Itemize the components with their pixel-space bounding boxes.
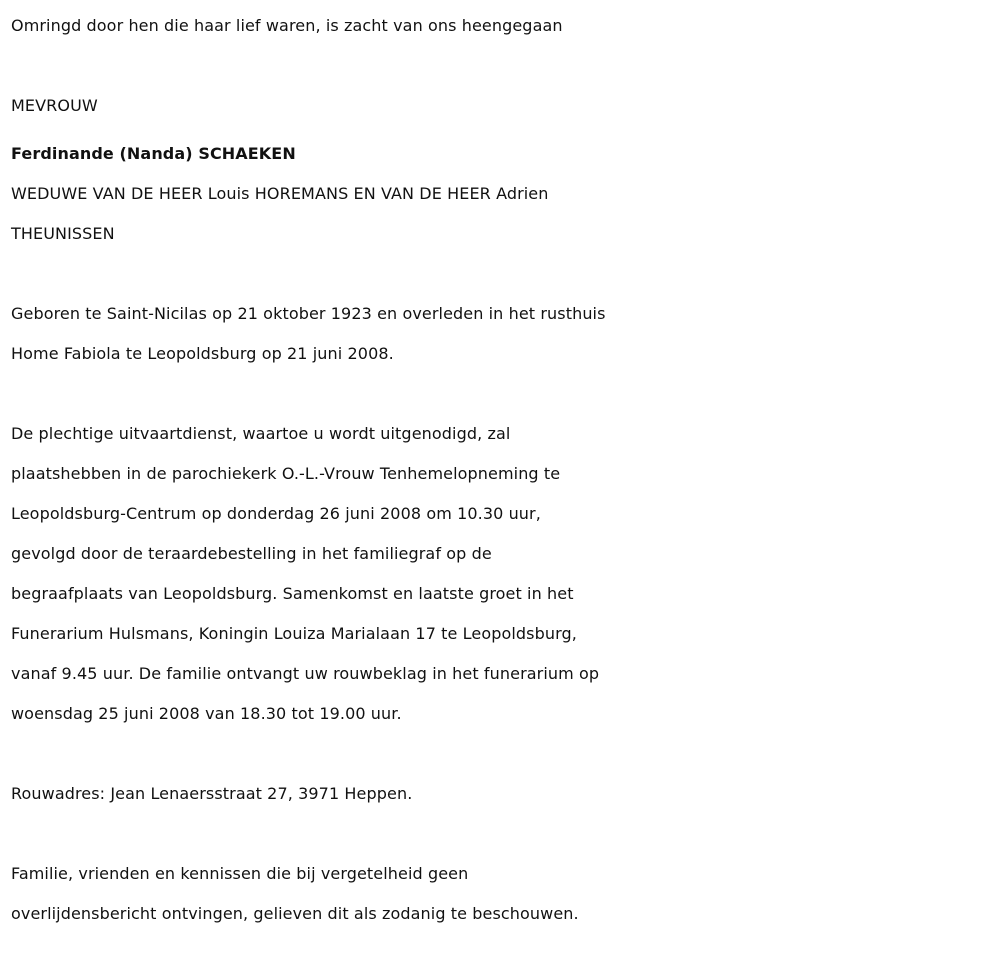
- spouse-line: THEUNISSEN: [11, 224, 115, 243]
- closing-paragraph: [11, 854, 1000, 934]
- birth-death-line: Home Fabiola te Leopoldsburg op 21 juni 2008.: [11, 344, 394, 363]
- funeral-line: woensdag 25 juni 2008 van 18.30 tot 19.00 uur.: [11, 704, 402, 723]
- funeral-line: Funerarium Hulsmans, Koningin Louiza Marialaan 17 te Leopoldsburg,: [11, 624, 577, 643]
- spacer: [11, 254, 1000, 294]
- closing-line: Familie, vrienden en kennissen die bij vergetelheid geen: [11, 864, 469, 883]
- funeral-paragraph: [11, 414, 1000, 734]
- birth-death-line: Geboren te Saint-Nicilas op 21 oktober 1923 en overleden in het rusthuis: [11, 304, 606, 323]
- birth-death-paragraph: [11, 294, 1000, 374]
- funeral-line: vanaf 9.45 uur. De familie ontvangt uw rouwbeklag in het funerarium op: [11, 664, 600, 683]
- intro-text: Omringd door hen die haar lief waren, is zacht van ons heengegaan: [11, 16, 563, 35]
- mourning-address: Rouwadres: Jean Lenaersstraat 27, 3971 Heppen.: [11, 784, 413, 803]
- funeral-line: plaatshebben in de parochiekerk O.-L.-Vrouw Tenhemelopneming te: [11, 464, 561, 483]
- spacer: [11, 374, 1000, 414]
- spacer: [11, 46, 1000, 86]
- spouse-paragraph: [11, 174, 1000, 254]
- deceased-name: Ferdinande (Nanda) SCHAEKEN: [11, 144, 296, 163]
- funeral-line: begraafplaats van Leopoldsburg. Samenkomst en laatste groet in het: [11, 584, 574, 603]
- spacer: [11, 814, 1000, 854]
- spouse-line: WEDUWE VAN DE HEER Louis HOREMANS EN VAN DE HEER Adrien: [11, 184, 549, 203]
- funeral-line: De plechtige uitvaartdienst, waartoe u wordt uitgenodigd, zal: [11, 424, 511, 443]
- closing-line: overlijdensbericht ontvingen, gelieven dit als zodanig te beschouwen.: [11, 904, 579, 923]
- funeral-line: Leopoldsburg-Centrum op donderdag 26 juni 2008 om 10.30 uur,: [11, 504, 541, 523]
- spacer: [11, 734, 1000, 774]
- funeral-line: gevolgd door de teraardebestelling in het familiegraf op de: [11, 544, 492, 563]
- honorific: MEVROUW: [11, 96, 98, 115]
